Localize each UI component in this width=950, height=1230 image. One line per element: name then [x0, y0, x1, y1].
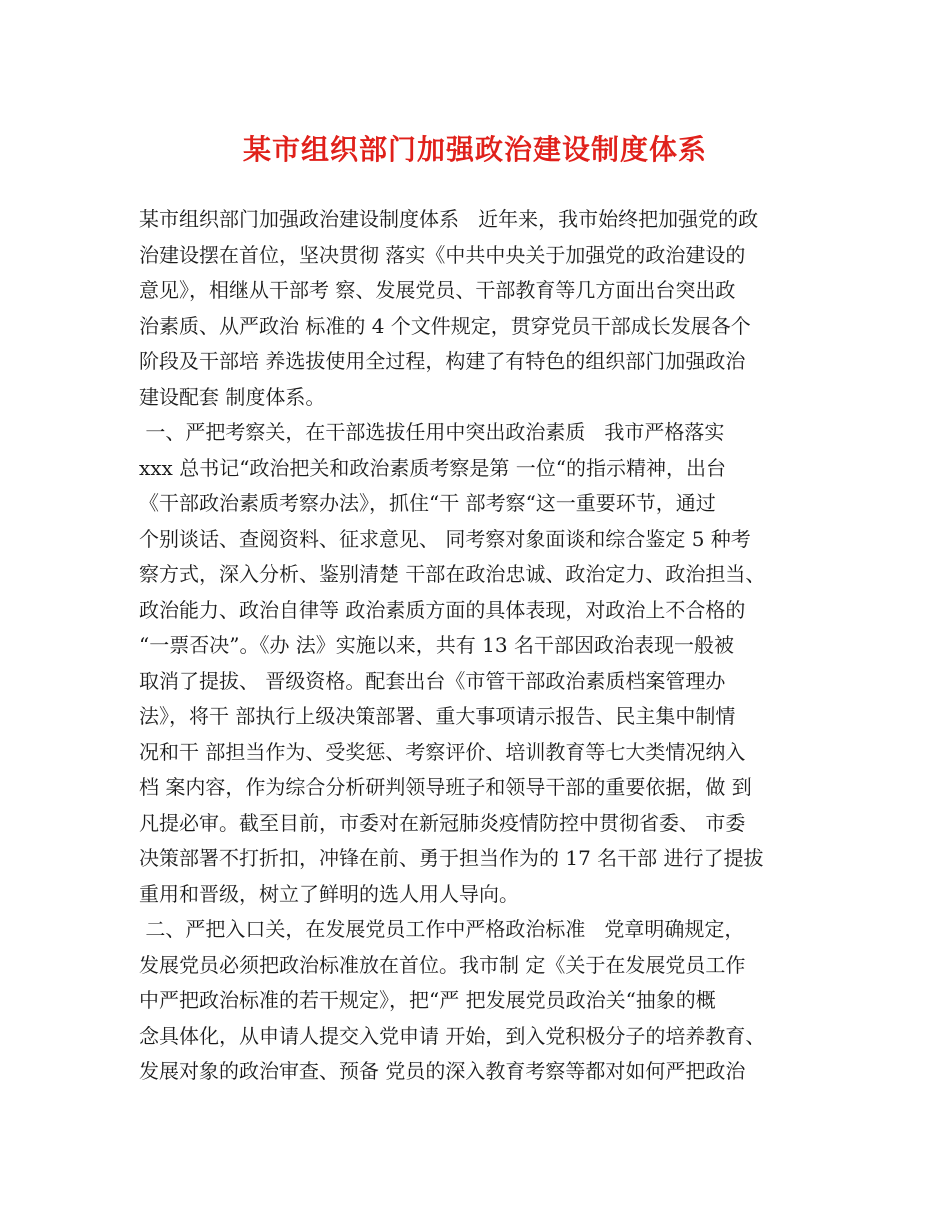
- body-text-line: 建设配套 制度体系。: [139, 384, 326, 409]
- body-text-line: 个别谈话、查阅资料、征求意见、 同考察对象面谈和综合鉴定 5 种考: [139, 526, 751, 551]
- body-text-line: 重用和晋级，树立了鲜明的选人用人导向。: [139, 881, 519, 906]
- body-text-line: 取消了提拔、 晋级资格。配套出台《市管干部政治素质档案管理办: [139, 668, 726, 693]
- body-text-line: 政治能力、政治自律等 政治素质方面的具体表现，对政治上不合格的: [139, 597, 746, 622]
- body-text-line: 二、严把入口关，在发展党员工作中严格政治标准 党章明确规定，: [139, 917, 745, 941]
- body-text-line: 法》，将干 部执行上级决策部署、重大事项请示报告、民主集中制情: [139, 704, 736, 728]
- body-text-line: 治素质、从严政治 标准的 4 个文件规定，贯穿党员干部成长发展各个: [139, 313, 751, 338]
- body-text-line: 中严把政治标准的若干规定》，把“严 把发展党员政治关“抽象的概: [139, 988, 716, 1012]
- body-text-line: 况和干 部担当作为、受奖惩、考察评价、培训教育等七大类情况纳入: [139, 739, 746, 764]
- body-text-line: 凡提必审。截至目前，市委对在新冠肺炎疫情防控中贯彻省委、 市委: [139, 810, 746, 835]
- body-text-line: 治建设摆在首位，坚决贯彻 落实《中共中央关于加强党的政治建设的: [139, 242, 746, 267]
- body-text-line: 念具体化，从申请人提交入党申请 开始，到入党积极分子的培养教育、: [139, 1023, 766, 1048]
- body-text-line: 《干部政治素质考察办法》，抓住“干 部考察“这一重要环节，通过: [139, 491, 716, 515]
- body-text-line: xxx 总书记“政治把关和政治素质考察是第 一位“的指示精神，出台: [139, 455, 727, 480]
- body-text-line: 发展对象的政治审查、预备 党员的深入教育考察等都对如何严把政治: [139, 1059, 746, 1083]
- body-text-line: 档 案内容，作为综合分析研判领导班子和领导干部的重要依据，做 到: [139, 775, 752, 799]
- body-text-line: 意见》，相继从干部考 察、发展党员、干部教育等几方面出台突出政: [139, 278, 736, 302]
- body-text-line: 决策部署不打折扣，冲锋在前、勇于担当作为的 17 名干部 进行了提拔: [139, 846, 764, 870]
- body-text-line: “一票否决”。《办 法》实施以来，共有 13 名干部因政治表现一般被: [139, 633, 734, 657]
- body-text-line: 发展党员必须把政治标准放在首位。我市制 定《关于在发展党员工作: [139, 952, 746, 977]
- body-text-line: 阶段及干部培 养选拔使用全过程，构建了有特色的组织部门加强政治: [139, 349, 746, 373]
- body-text-line: 一、严把考察关，在干部选拔任用中突出政治素质 我市严格落实: [139, 420, 725, 444]
- document-body: [139, 202, 829, 1090]
- document-title: 某市组织部门加强政治建设制度体系: [242, 133, 707, 166]
- body-text-line: 察方式，深入分析、鉴别清楚 干部在政治忠诚、政治定力、政治担当、: [139, 562, 766, 586]
- body-text-line: 某市组织部门加强政治建设制度体系 近年来，我市始终把加强党的政: [139, 207, 759, 231]
